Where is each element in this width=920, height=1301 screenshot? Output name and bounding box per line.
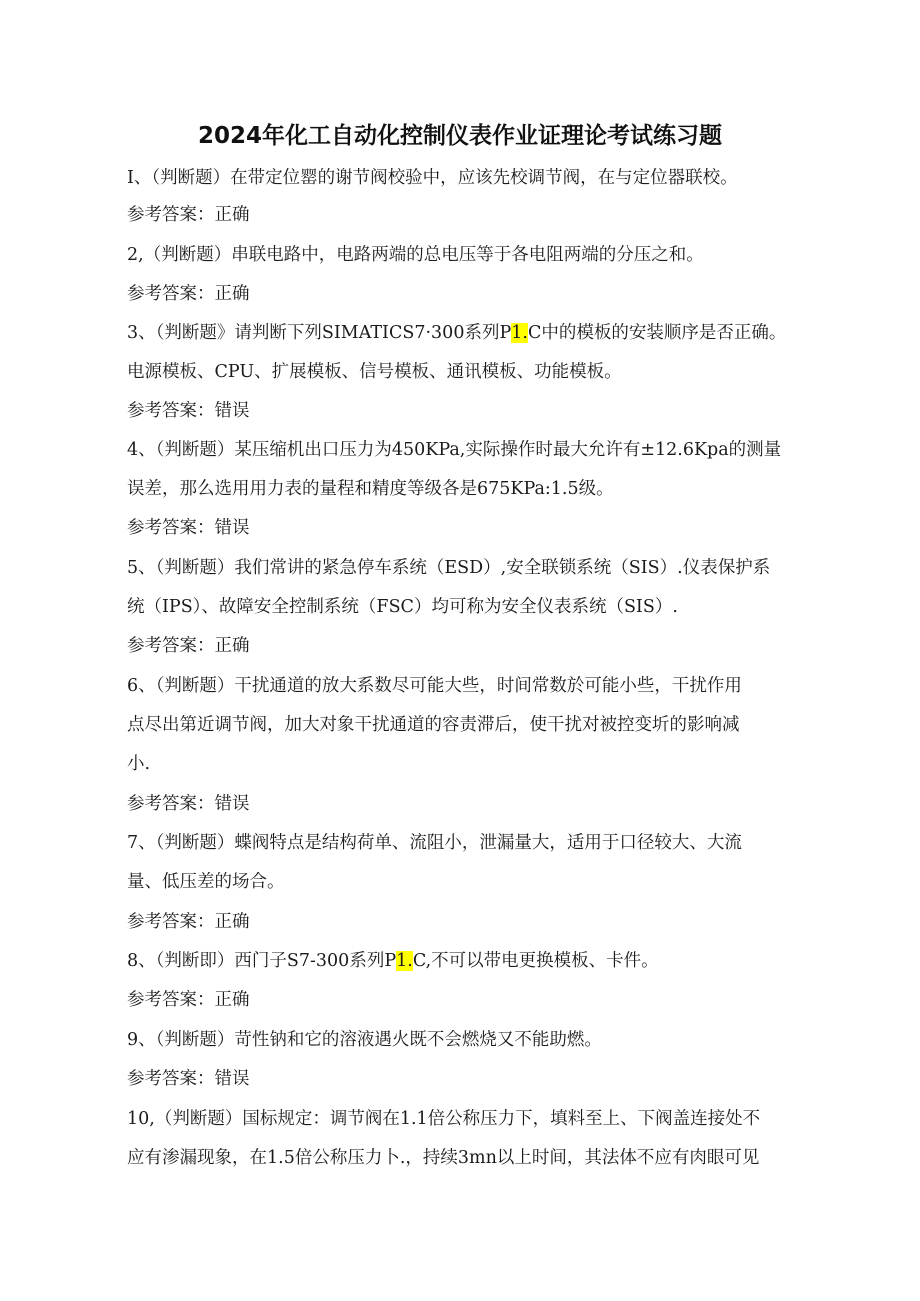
- text-line: 统（IPS）、故障安全控制系统（FSC）均可称为安全仪表系统（SIS）.: [127, 597, 678, 617]
- text-line: 参考答案：错误: [127, 794, 250, 814]
- text-line: I、（判断题）在带定位罂的谢节阀校验中，应该先校调节阀，在与定位器联校。: [127, 168, 738, 188]
- line-text-segment: 8、（判断即）西门子S7-300系列P: [127, 951, 397, 971]
- text-line: [127, 321, 786, 345]
- highlight-mark: 1.: [396, 951, 413, 971]
- text-line: 参考答案：正确: [127, 636, 250, 656]
- text-line: 7、（判断题）蝶阀特点是结构荷单、流阻小，泄漏量大，适用于口径较大、大流: [127, 833, 742, 853]
- text-line: 9、（判断题）苛性钠和它的溶液遇火既不会燃烧又不能助燃。: [127, 1030, 602, 1050]
- line-text-segment: 3、（判断题》请判断下列SIMATICS7·300系列P: [127, 323, 512, 343]
- text-line: 参考答案：正确: [127, 990, 250, 1010]
- text-line: 参考答案：正确: [127, 205, 250, 225]
- line-text-segment: C,不可以带电更换模板、卡件。: [412, 951, 659, 971]
- text-line: 量、低压差的场合。: [127, 872, 285, 892]
- line-text-segment: C中的模板的安装顺序是否正确。: [527, 323, 787, 343]
- text-line: 参考答案：错误: [127, 1069, 250, 1089]
- text-line: 2,（判断题）串联电路中，电路两端的总电压等于各电阻两端的分压之和。: [127, 245, 704, 265]
- text-line: 6、（判断题）干扰通道的放大系数尽可能大些，时间常数於可能小些，干扰作用: [127, 676, 742, 696]
- text-line: 参考答案：正确: [127, 284, 250, 304]
- text-line: 4、（判断题）某压缩机出口压力为450KPa,实际操作时最大允许有±12.6Kpa的测量: [127, 440, 782, 460]
- text-line: 参考答案：错误: [127, 518, 250, 538]
- text-line: 误差，那么选用用力表的量程和精度等级各是675KPa:1.5级。: [127, 479, 614, 499]
- highlight-mark: 1.: [511, 323, 528, 343]
- text-line: 参考答案：错误: [127, 401, 250, 421]
- text-line: 点尽出第近调节阀，加大对象干扰通道的容责滞后，使干扰对被控变圻的影响减: [127, 715, 740, 735]
- page-title: 2024年化工自动化控制仪表作业证理论考试练习题: [197, 123, 722, 149]
- text-line: 参考答案：正确: [127, 912, 250, 932]
- text-line: 10,（判断题）国标规定：调节阀在1.1倍公称压力下，填料至上、下阀盖连接处不: [127, 1109, 761, 1129]
- text-line: 应有渗漏现象，在1.5倍公称压力卜.，持续3mn以上时间，其法体不应有肉眼可见: [127, 1148, 760, 1168]
- text-line: 电源模板、CPU、扩展模板、信号模板、通讯模板、功能模板。: [127, 362, 622, 382]
- text-line: 小.: [127, 754, 151, 774]
- text-line: [127, 949, 659, 973]
- text-line: 5、（判断题）我们常讲的紧急停车系统（ESD）,安全联锁系统（SIS）.仪表保护系: [127, 558, 771, 578]
